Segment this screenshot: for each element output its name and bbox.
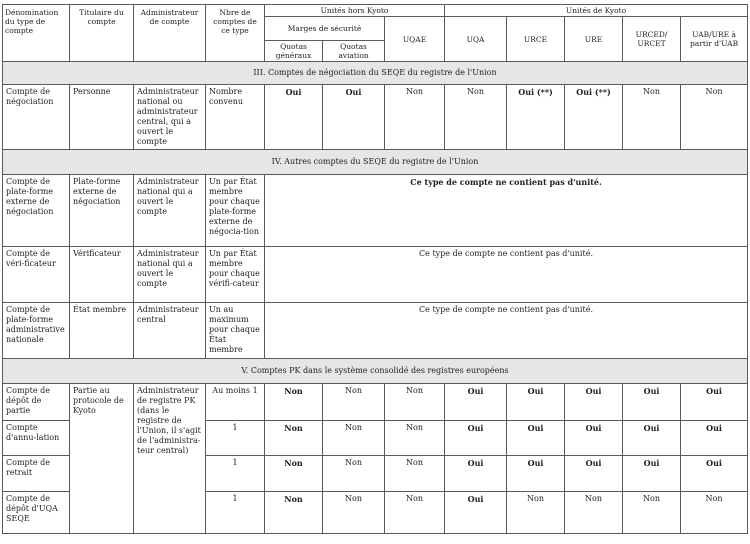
row-label: Compte d'annu-lation — [3, 421, 70, 456]
row-label: Compte de négociation — [3, 85, 70, 150]
value-cell: Non — [323, 492, 385, 534]
row-label: Compte de retrait — [3, 456, 70, 492]
value-cell: Oui — [681, 456, 748, 492]
section-v-title: V. Comptes PK dans le système consolidé des registres européens — [3, 359, 748, 384]
header-quotas-generaux: Quotas généraux — [265, 41, 323, 62]
value-cell: Non — [623, 85, 681, 150]
header-kyoto: Unités de Kyoto — [445, 5, 748, 17]
header-nombre: Nbre de comptes de ce type — [206, 5, 265, 62]
nombre-cell: Un par État membre pour chaque plate-forme externe de négocia-tion — [206, 175, 265, 247]
account-types-table — [2, 4, 748, 534]
value-cell: Oui — [265, 85, 323, 150]
nombre-cell: Nombre convenu — [206, 85, 265, 150]
value-cell: Oui — [323, 85, 385, 150]
header-denomination: Dénomination du type de compte — [3, 5, 70, 62]
value-cell: Oui — [445, 384, 507, 421]
value-cell: Oui — [445, 456, 507, 492]
no-unit-note: Ce type de compte ne contient pas d'unité. — [265, 303, 748, 359]
titulaire-cell: Vérificateur — [70, 247, 134, 303]
value-cell: Non — [445, 85, 507, 150]
value-cell: Non — [385, 492, 445, 534]
value-cell: Oui — [623, 421, 681, 456]
nombre-cell: Un au maximum pour chaque État membre — [206, 303, 265, 359]
value-cell: Non — [385, 85, 445, 150]
value-cell: Non — [323, 456, 385, 492]
value-cell: Non — [385, 456, 445, 492]
value-cell: Oui — [507, 456, 565, 492]
nombre-cell: Au moins 1 — [206, 384, 265, 421]
administrateur-cell: Administrateur national qui a ouvert le compte — [134, 175, 206, 247]
value-cell: Non — [265, 492, 323, 534]
value-cell: Oui — [565, 456, 623, 492]
administrateur-cell: Administrateur de registre PK (dans le registre de l'Union, il s'agit de l'administra-teur central) — [134, 384, 206, 534]
nombre-cell: Un par État membre pour chaque vérifi-cateur — [206, 247, 265, 303]
value-cell: Non — [265, 456, 323, 492]
value-cell: Oui — [565, 384, 623, 421]
row-label: Compte de véri-ficateur — [3, 247, 70, 303]
header-ure: URE — [565, 17, 623, 62]
nombre-cell: 1 — [206, 492, 265, 534]
value-cell: Non — [385, 384, 445, 421]
value-cell: Oui (**) — [565, 85, 623, 150]
value-cell: Oui — [507, 384, 565, 421]
value-cell: Non — [265, 421, 323, 456]
value-cell: Oui — [681, 384, 748, 421]
nombre-cell: 1 — [206, 421, 265, 456]
header-uqae: UQAE — [385, 17, 445, 62]
administrateur-cell: Administrateur central — [134, 303, 206, 359]
titulaire-cell: Personne — [70, 85, 134, 150]
value-cell: Non — [681, 85, 748, 150]
row-label: Compte de dépôt d'UQA SEQE — [3, 492, 70, 534]
header-administrateur: Administrateur de compte — [134, 5, 206, 62]
row-label: Compte de dépôt de partie — [3, 384, 70, 421]
value-cell: Non — [507, 492, 565, 534]
header-urce: URCE — [507, 17, 565, 62]
no-unit-note: Ce type de compte ne contient pas d'unité. — [265, 175, 748, 247]
titulaire-cell: État membre — [70, 303, 134, 359]
header-marges: Marges de sécurité — [265, 17, 385, 41]
header-uqa: UQA — [445, 17, 507, 62]
value-cell: Non — [681, 492, 748, 534]
nombre-cell: 1 — [206, 456, 265, 492]
value-cell: Oui — [681, 421, 748, 456]
value-cell: Non — [265, 384, 323, 421]
value-cell: Oui — [445, 492, 507, 534]
administrateur-cell: Administrateur national ou administrateur central, qui a ouvert le compte — [134, 85, 206, 150]
header-titulaire: Titulaire du compte — [70, 5, 134, 62]
value-cell: Non — [623, 492, 681, 534]
row-label: Compte de plate-forme administrative nationale — [3, 303, 70, 359]
value-cell: Oui (**) — [507, 85, 565, 150]
value-cell: Oui — [507, 421, 565, 456]
header-uab: UAB/URE à partir d'UAB — [681, 17, 748, 62]
value-cell: Oui — [623, 456, 681, 492]
header-urced: URCED/ URCET — [623, 17, 681, 62]
titulaire-cell: Partie au protocole de Kyoto — [70, 384, 134, 534]
section-iv-title: IV. Autres comptes du SEQE du registre de l'Union — [3, 150, 748, 175]
header-quotas-aviation: Quotas aviation — [323, 41, 385, 62]
value-cell: Non — [323, 421, 385, 456]
section-iii-title: III. Comptes de négociation du SEQE du registre de l'Union — [3, 62, 748, 85]
value-cell: Oui — [445, 421, 507, 456]
row-label: Compte de plate-forme externe de négociation — [3, 175, 70, 247]
value-cell: Oui — [565, 421, 623, 456]
titulaire-cell: Plate-forme externe de négociation — [70, 175, 134, 247]
value-cell: Non — [323, 384, 385, 421]
header-hors-kyoto: Unités hors Kyoto — [265, 5, 445, 17]
value-cell: Oui — [623, 384, 681, 421]
administrateur-cell: Administrateur national qui a ouvert le compte — [134, 247, 206, 303]
value-cell: Non — [385, 421, 445, 456]
no-unit-note: Ce type de compte ne contient pas d'unité. — [265, 247, 748, 303]
value-cell: Non — [565, 492, 623, 534]
